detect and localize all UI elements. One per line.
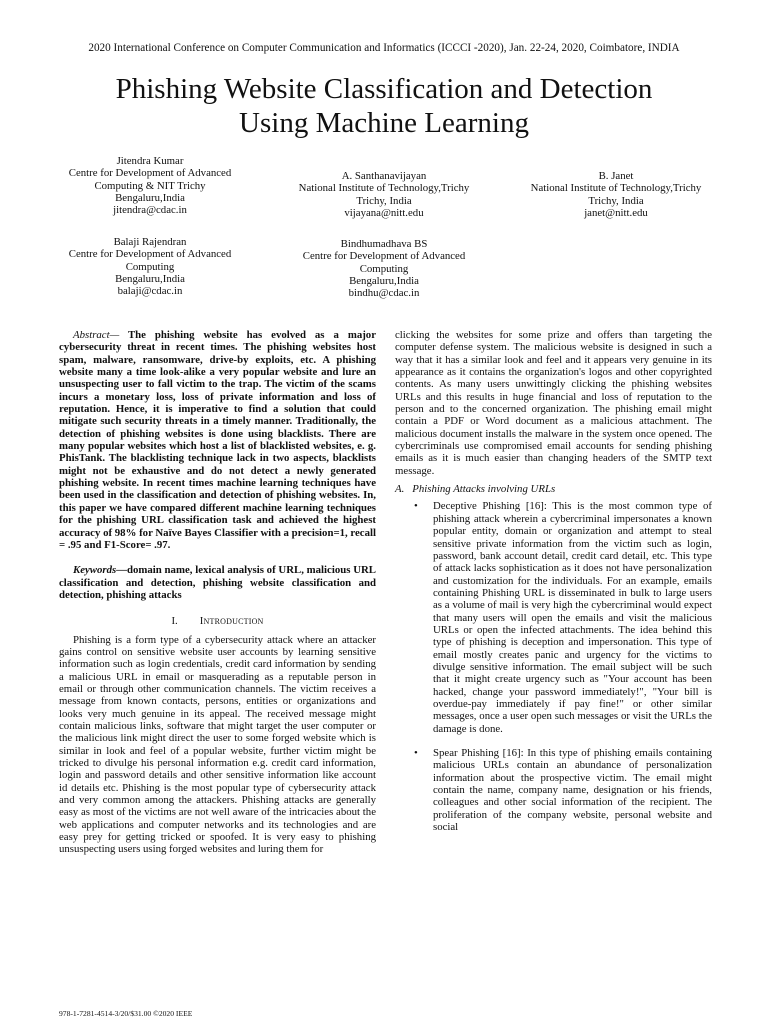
keywords-text: domain name, lexical analysis of URL, malicious URL classification and detection, phishing website classification and detection, phishing attacks [59,564,376,601]
author-location: Bengaluru,India [349,274,419,287]
author-affiliation: Centre for Development of Advanced [68,167,232,180]
section-title: Introduction [199,615,264,628]
section-heading [59,615,376,627]
conference-header: 2020 International Conference on Computer Communication and Informatics (ICCCI -2020), Jan. 22-24, 2020, Coimbatore, INDIA [88,42,680,54]
author-affiliation: National Institute of Technology,Trichy [298,182,470,195]
author-block [284,170,484,219]
author-block [60,155,240,216]
author-affiliation: Computing & NIT Trichy [94,179,206,192]
author-affiliation: Centre for Development of Advanced [302,250,466,263]
author-email: balaji@cdac.in [117,285,183,298]
author-affiliation: Computing [359,262,409,275]
abstract-lead: Abstract— [73,329,120,341]
abstract-text: The phishing website has evolved as a major cybersecurity threat in recent times. The phishing websites host spam, malware, ransomware, drive-by exploits, etc. A phishing website many a time look-alike a very popular website and lure an unsuspecting user to fall victim to the trap. The victim of the scams incurs a monetary loss, loss of private information and loss of reputation. Hence, it is imperative to find a solution that could mitigate such security threats in a timely manner. Traditionally, the detection of phishing websites is done using blacklists. There are many popular websites which host a list of blacklisted websites, e. g. PhisTank. The blacklisting technique lack in two aspects, blacklists might not be exhaustive and do not detect a newly generated phishing website. In recent times machine learning techniques have been used in the classification and detection of phishing websites. In, this paper we have compared different machine learning techniques for the phishing URL classification task and achieved the highest accuracy of 98% for Naïve Bayes Classifier with a precision=1, recall = .95 and F1-Score= .97. [59,329,376,551]
author-location: Trichy, India [588,194,644,207]
keywords-lead: Keywords— [73,564,127,577]
author-name: A. Santhanavijayan [341,170,427,182]
body-paragraph: clicking the websites for some prize and offers than targeting the computer defense system. The malicious website is designed in such a way that it has a similar look and feel and it appears very genuine in its appearance as it contains the organization's logos and other copyrighted contents. As many users unwittingly clicking the phishing websites URLs and this results in huge financial and loss of reputation to the person and to the concerned organization. The phishing email might contain a PDF or Word document as a malicious attachment. The malicious document installs the malware in the system once opened. The cybercriminals use compromised email accounts for sending phishing emails as it is much easier than changing headers of the SMTP text message. [395,329,712,477]
section-number: I. [171,615,178,628]
author-affiliation: Computing [125,260,175,273]
subsection-letter: A. [395,483,405,496]
author-name: Jitendra Kumar [116,155,184,167]
keywords [59,564,376,601]
author-location: Bengaluru,India [115,191,185,204]
author-email: vijayana@nitt.edu [344,206,424,219]
author-block [60,236,240,297]
author-affiliation: National Institute of Technology,Trichy [530,182,702,195]
list-item-text: Spear Phishing [16]: In this type of phishing emails containing malicious URLs contain an abundance of personalization information about the prospective victim. The email might contain the name, company name, designation or his friends, colleagues and other social information of the recipient. The proliferation of the company website, personal website and social [433,747,712,834]
author-location: Bengaluru,India [115,272,185,285]
list-item [395,500,712,735]
author-email: janet@nitt.edu [584,206,648,219]
author-email: jitendra@cdac.in [113,204,187,217]
subsection-heading [395,483,712,495]
left-column [59,329,376,856]
subsection-title: Phishing Attacks involving URLs [412,483,556,496]
paper-title [20,72,748,140]
author-block [284,238,484,299]
author-name: Balaji Rajendran [113,236,187,248]
title-line-2: Using Machine Learning [239,107,529,139]
bullet-icon: • [414,747,418,759]
intro-paragraph: Phishing is a form type of a cybersecurity attack where an attacker gains control on sensitive website user accounts by learning sensitive information such as login credentials, credit card information by sending a malicious URL in email or masquerading as a reputable person in email or through other communication channels. The victim receives a message from known contacts, persons, entities or organizations and looks very much genuine in its appeal. The received message might contain malicious links, software that might target the user computer or the malicious link might direct the user to some forged website which is similar in look and feel of a popular website, further victim might be tricked to divulge his personal information e.g. credit card information, login and password details and other sensitive information like account id details etc. Phishing is the most popular type of cybersecurity attack and very common among the attackers. Phishing attacks are generally easy as most of the victims are not well aware of the intricacies about the web applications and computer networks and its technologies and are easy prey for getting tricked or spoofed. It is very easy to phishing unsuspecting users using forged websites and luring them for [59,633,376,856]
author-location: Trichy, India [356,194,412,207]
title-line-1: Phishing Website Classification and Detection [115,73,653,105]
right-column [395,329,712,845]
author-affiliation: Centre for Development of Advanced [68,248,232,261]
bullet-icon: • [414,500,418,513]
copyright-footer: 978-1-7281-4514-3/20/$31.00 ©2020 IEEE [59,1009,193,1018]
abstract [59,329,376,551]
author-email: bindhu@cdac.in [348,287,420,300]
list-item [395,747,712,833]
list-item-text: Deceptive Phishing [16]: This is the most common type of phishing attack wherein a cybercriminal impersonates a known popular entity, domain or organization and attempt to steal sensitive private information from the victim such as login, password, bank account detail, credit card detail, etc. This type of attack lacks sophistication as it does not have personalization and customization for the individuals. For an example, emails containing Phishing URL is disseminated in bulk to large users as a volume of mail is very high the cybercriminal would expect that many users will open the emails and visit the malicious URLs or open the infected attachments. The idea behind this type of phishing is deception and impersonation. This type of email mostly creates panic and urgency for the victims to divulge sensitive information. The email subject will be such that it might create urgency such as "Your account has been hacked, change your password immediately!", "Your bill is overdue-pay immediately if pay fine!" or other similar messages, once a user open such messages or visit the URLs the damage is done. [433,500,712,735]
bullet-list [395,500,712,833]
author-name: B. Janet [598,170,634,182]
author-block [516,170,716,219]
author-name: Bindhumadhava BS [340,238,428,250]
